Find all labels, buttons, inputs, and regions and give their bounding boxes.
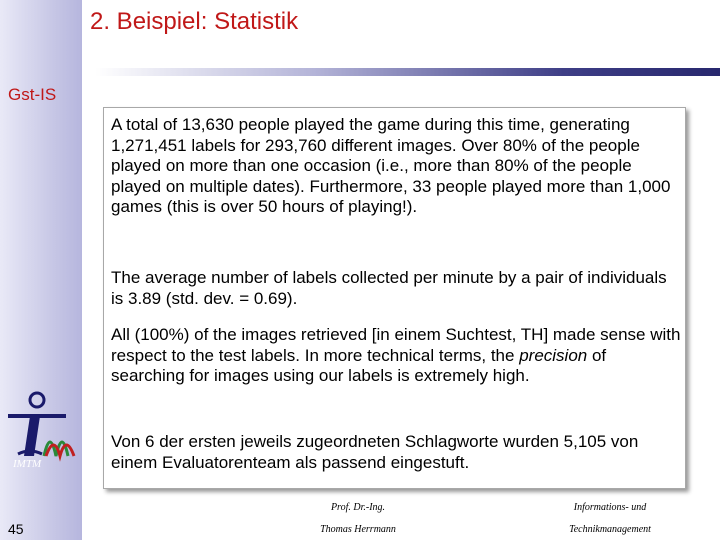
sidebar-label: Gst-IS (8, 85, 57, 104)
footer-department-line1: Informations- und (573, 502, 647, 513)
precision-emphasis: precision (519, 345, 588, 365)
footer-department (560, 497, 660, 541)
footer-department-line2: Technikmanagement (569, 524, 651, 535)
page-number: 45 (8, 521, 24, 537)
slide-title: 2. Beispiel: Statistik (90, 8, 299, 35)
paragraph-evaluation: Von 6 der ersten jeweils zugeordneten Schlagworte wurden 5,105 von einem Evaluatorenteam als passend eingestuft. (111, 432, 639, 472)
precision-text-after: of searching for images using our labels is extremely high. (111, 345, 607, 385)
precision-text-before: All (100%) of the images retrieved [in einem Suchtest, TH] made sense with respect to the test labels. In more technical terms, the (111, 325, 681, 365)
paragraph-statistics: A total of 13,630 people played the game during this time, generating 1,271,451 labels for 293,760 different images. Over 80% of the people played on more than one occasion (i.e., more than 80% of the people played on multiple dates). Furthermore, 33 people played more than 1,000 games (this is over 50 hours of playing!). (111, 115, 671, 216)
paragraph-average-labels: The average number of labels collected per minute by a pair of individuals is 3.89 (std. dev. = 0.69). (111, 268, 667, 308)
footer-author-title: Prof. Dr.-Ing. (330, 502, 386, 513)
title-underline (95, 68, 720, 76)
paragraph-precision (111, 325, 681, 387)
footer-author-name: Thomas Herrmann (320, 524, 396, 535)
logo-caption: IMTM (13, 458, 42, 470)
footer-author (318, 497, 398, 541)
